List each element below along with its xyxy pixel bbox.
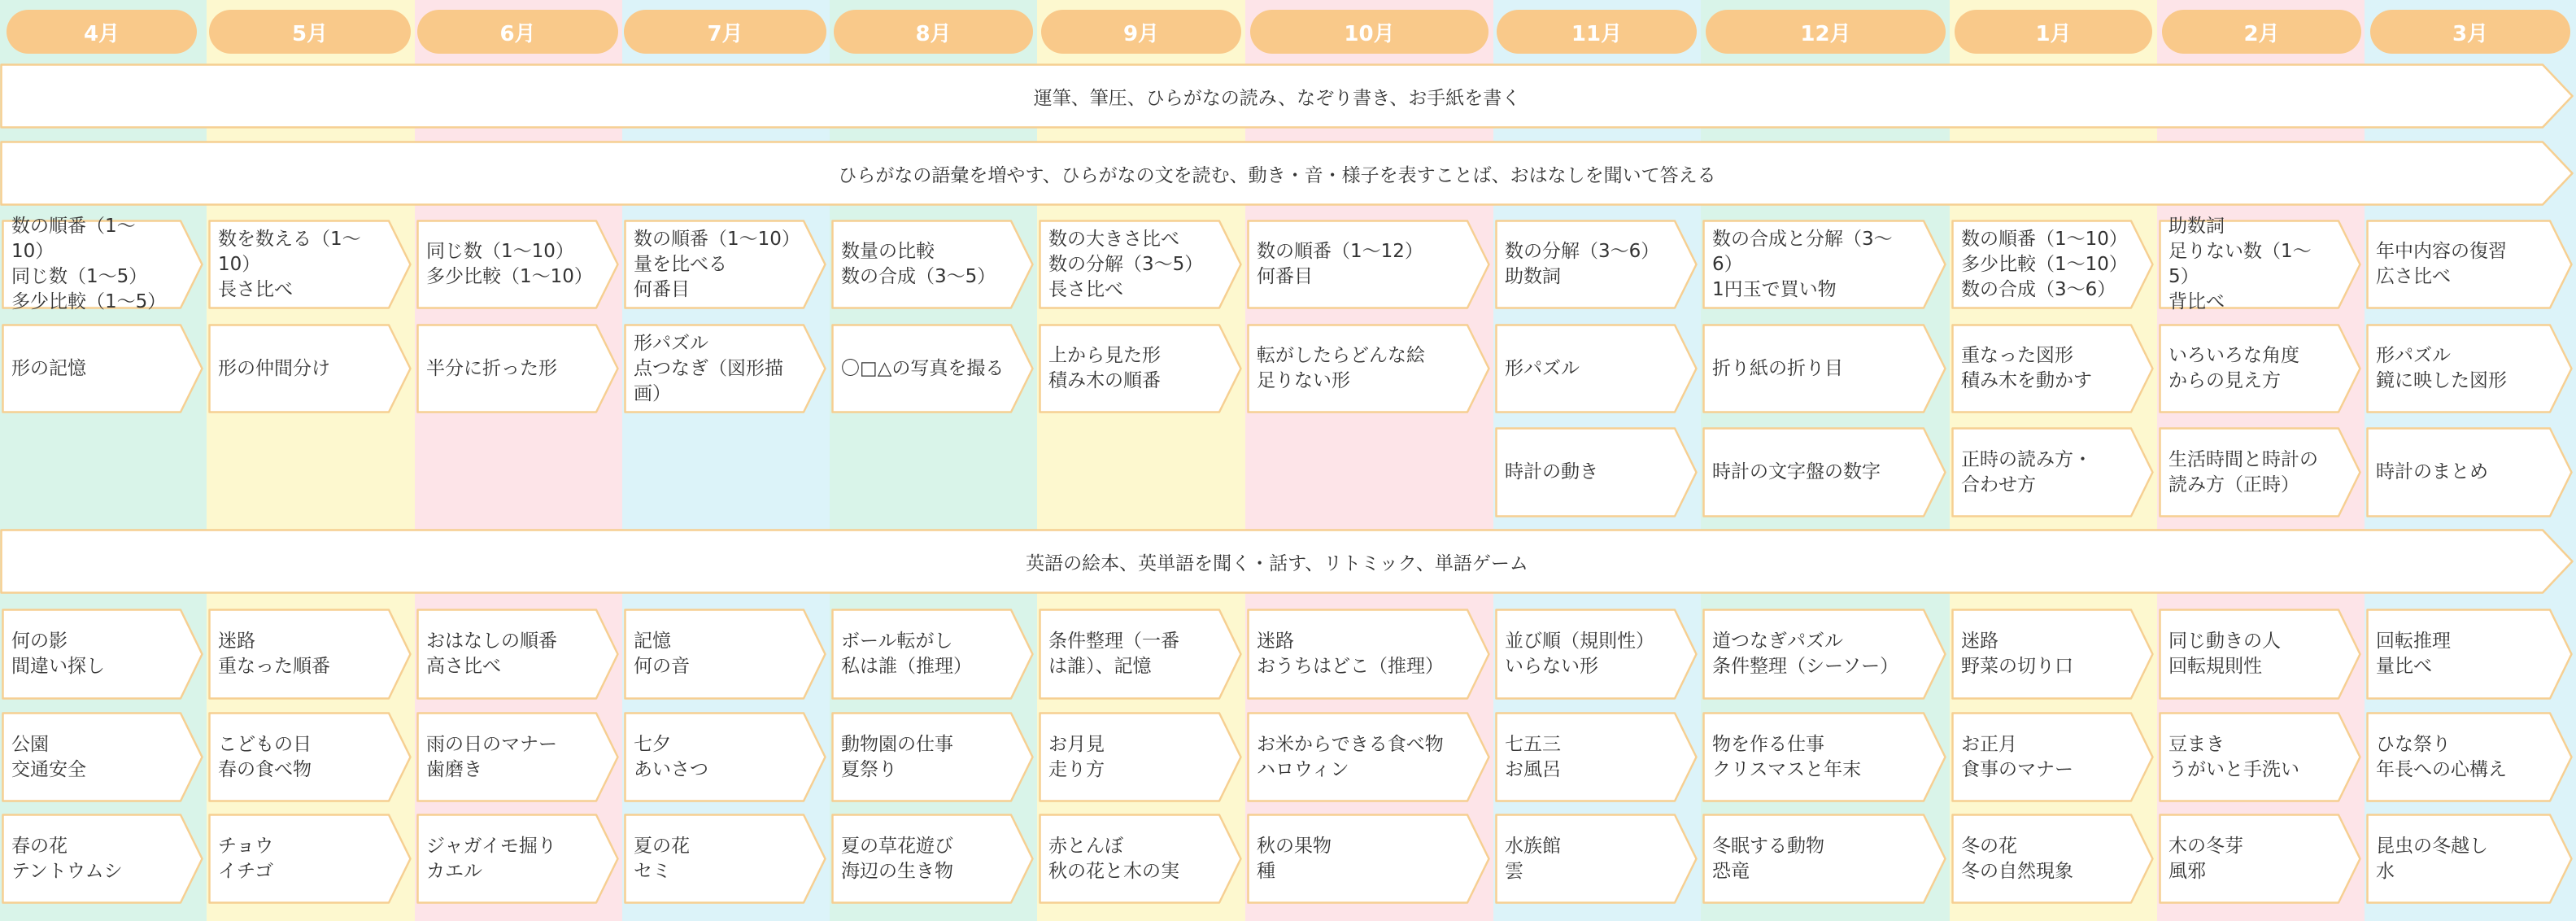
- cell-text: 半分に折った形: [426, 357, 557, 379]
- banner-text: ひらがなの語彙を増やす、ひらがなの文を読む、動き・音・様子を表すことば、おはなしを聞いて答える: [838, 164, 1716, 186]
- cell-text: お月見 走り方: [1048, 733, 1105, 780]
- cell-text: ジャガイモ掘り カエル: [426, 835, 556, 882]
- cell-text: 数の分解（3〜6） 助数詞: [1505, 241, 1660, 287]
- cell-text: 生活時間と時計の 読み方（正時）: [2168, 448, 2318, 495]
- cell-text: お正月 食事のマナー: [1961, 733, 2073, 780]
- cell-text: 時計のまとめ: [2376, 461, 2488, 482]
- cell-text: 迷路 野菜の切り口: [1961, 631, 2073, 677]
- cell-text: 七夕 あいさつ: [634, 733, 708, 780]
- banner-text: 運筆、筆圧、ひらがなの読み、なぞり書き、お手紙を書く: [1033, 87, 1521, 109]
- month-header: 6月: [417, 10, 618, 54]
- cell-text: 迷路 おうちはどこ（推理）: [1257, 631, 1444, 677]
- cell-text: 同じ動きの人 回転規則性: [2168, 631, 2281, 677]
- cell-text: 形パズル: [1505, 357, 1580, 379]
- cell-text: 助数詞 足りない数（1〜5） 背比べ: [2168, 216, 2312, 312]
- cell-text: 道つなぎパズル 条件整理（シーソー）: [1712, 631, 1899, 677]
- cell-text: 春の花 テントウムシ: [11, 835, 123, 882]
- cell-text: 重なった図形 積み木を動かす: [1961, 345, 2092, 391]
- cell-text: ひな祭り 年長への心構え: [2376, 733, 2507, 780]
- cell-text: 形パズル 点つなぎ（図形描画）: [634, 332, 783, 404]
- cell-text: 〇□△の写真を撮る: [841, 357, 1005, 379]
- cell-text: 回転推理 量比べ: [2376, 631, 2451, 677]
- cell-text: いろいろな角度 からの見え方: [2168, 345, 2299, 391]
- month-header: 8月: [834, 10, 1033, 54]
- cell-text: 水族館 雲: [1505, 835, 1561, 882]
- cell-text: 数量の比較 数の合成（3〜5）: [841, 241, 996, 287]
- cell-text: 冬の花 冬の自然現象: [1961, 835, 2073, 882]
- cell-text: 数の順番（1〜10） 多少比較（1〜10） 数の合成（3〜6）: [1961, 228, 2128, 300]
- cell-text: 木の冬芽 風邪: [2168, 835, 2243, 882]
- cell-text: 正時の読み方・ 合わせ方: [1961, 448, 2092, 495]
- cell-text: 数を数える（1〜10） 長さ比べ: [218, 228, 361, 300]
- cell-text: 秋の果物 種: [1257, 835, 1332, 882]
- cell-text: 時計の文字盤の数字: [1712, 461, 1881, 482]
- cell-text: 時計の動き: [1505, 461, 1598, 482]
- cell-text: 数の順番（1〜10） 同じ数（1〜5） 多少比較（1〜5）: [11, 216, 167, 312]
- month-header: 4月: [7, 10, 197, 54]
- cell-text: 迷路 重なった順番: [218, 631, 330, 677]
- cell-text: 上から見た形 積み木の順番: [1048, 345, 1161, 391]
- cell-text: おはなしの順番 高さ比べ: [426, 631, 557, 677]
- cell-text: 夏の草花遊び 海辺の生き物: [841, 835, 953, 882]
- month-header: 12月: [1706, 10, 1946, 54]
- month-header: 9月: [1041, 10, 1241, 54]
- cell-text: 折り紙の折り目: [1712, 357, 1843, 379]
- cell-text: 夏の花 セミ: [634, 835, 690, 882]
- cell-text: 形の仲間分け: [218, 357, 330, 379]
- month-header: 5月: [209, 10, 411, 54]
- cell-text: こどもの日 春の食べ物: [218, 733, 312, 780]
- cell-text: チョウ イチゴ: [218, 835, 274, 882]
- cell-text: 転がしたらどんな絵 足りない形: [1257, 345, 1425, 391]
- banner-text: 英語の絵本、英単語を聞く・話す、リトミック、単語ゲーム: [1026, 552, 1528, 574]
- month-header: 11月: [1497, 10, 1697, 54]
- cell-text: 豆まき うがいと手洗い: [2168, 733, 2299, 780]
- cell-text: 雨の日のマナー 歯磨き: [426, 733, 557, 780]
- cell-text: 何の影 間違い探し: [11, 631, 105, 677]
- cell-text: 形パズル 鏡に映した図形: [2376, 345, 2507, 391]
- month-header: 7月: [624, 10, 826, 54]
- cell-text: 数の順番（1〜10） 量を比べる 何番目: [634, 228, 800, 300]
- cell-text: 冬眠する動物 恐竜: [1712, 835, 1824, 882]
- cell-text: ボール転がし 私は誰（推理）: [841, 631, 972, 677]
- cell-text: 同じ数（1〜10） 多少比較（1〜10）: [426, 241, 593, 287]
- month-header: 1月: [1955, 10, 2152, 54]
- cell-text: 赤とんぼ 秋の花と木の実: [1048, 835, 1179, 882]
- month-header: 10月: [1250, 10, 1489, 54]
- cell-text: 七五三 お風呂: [1505, 733, 1561, 780]
- cell-text: 数の大きさ比べ 数の分解（3〜5） 長さ比べ: [1048, 228, 1204, 300]
- month-header: 3月: [2370, 10, 2570, 54]
- cell-text: 記憶 何の音: [634, 631, 690, 677]
- cell-text: 昆虫の冬越し 水: [2376, 835, 2488, 882]
- cell-text: 数の順番（1〜12） 何番目: [1257, 241, 1423, 287]
- cell-text: 数の合成と分解（3〜6） 1円玉で買い物: [1712, 228, 1893, 300]
- cell-text: お米からできる食べ物 ハロウィン: [1257, 733, 1444, 780]
- cell-text: 動物園の仕事 夏祭り: [841, 733, 953, 780]
- cell-text: 並び順（規則性） いらない形: [1505, 631, 1654, 677]
- cell-text: 形の記憶: [11, 357, 86, 379]
- cell-text: 条件整理（一番 は誰）、記憶: [1048, 631, 1179, 677]
- cell-text: 年中内容の復習 広さ比べ: [2376, 241, 2507, 287]
- month-header: 2月: [2162, 10, 2361, 54]
- cell-text: 公園 交通安全: [11, 733, 86, 780]
- cell-text: 物を作る仕事 クリスマスと年末: [1712, 733, 1862, 780]
